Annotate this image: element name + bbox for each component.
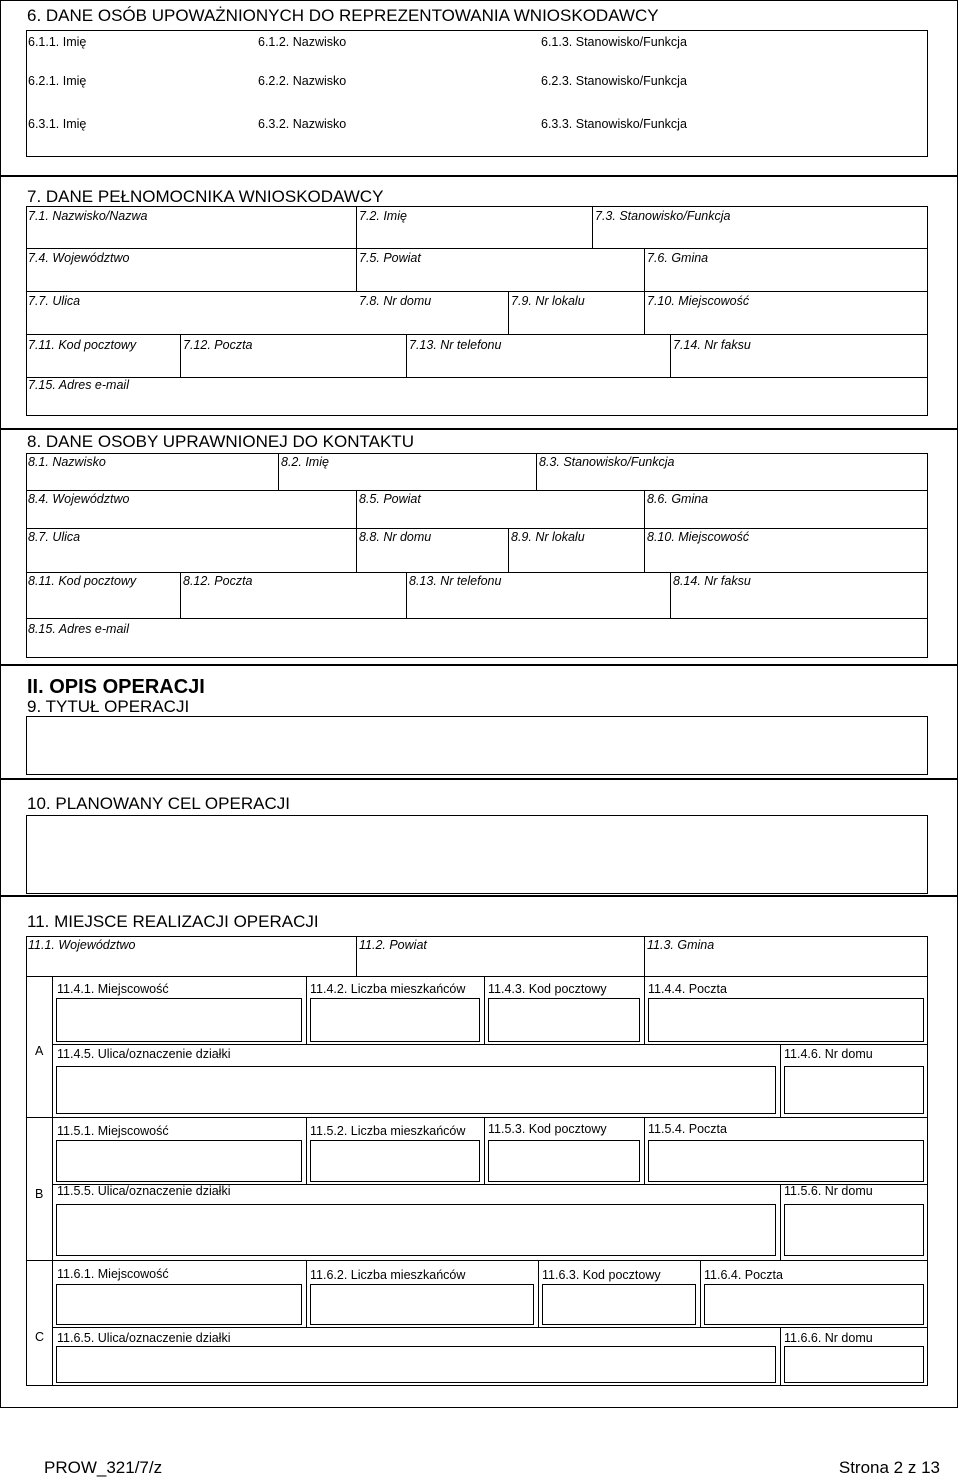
block-b-house-input[interactable] <box>784 1204 924 1256</box>
field-6-1-2-label: 6.1.2. Nazwisko <box>258 35 347 49</box>
field-8-15-label: 8.15. Adres e-mail <box>28 622 129 636</box>
field-6-3-3-label: 6.3.3. Stanowisko/Funkcja <box>541 117 687 131</box>
block-b-town-input[interactable] <box>56 1140 302 1182</box>
field-8-11-label: 8.11. Kod pocztowy <box>28 574 137 588</box>
field-7-10-label: 7.10. Miejscowość <box>647 294 750 308</box>
block-b-post-input[interactable] <box>648 1140 924 1182</box>
field-7-1-label: 7.1. Nazwisko/Nazwa <box>28 209 148 223</box>
field-6-2-1-label: 6.2.1. Imię <box>28 74 87 88</box>
field-7-15-label: 7.15. Adres e-mail <box>28 378 129 392</box>
field-7-13-label: 7.13. Nr telefonu <box>409 338 502 352</box>
field-8-13-label: 8.13. Nr telefonu <box>409 574 502 588</box>
field-6-3-2-label: 6.3.2. Nazwisko <box>258 117 347 131</box>
block-a-postcode-input[interactable] <box>488 998 640 1042</box>
field-7-8-label: 7.8. Nr domu <box>359 294 432 308</box>
block-a-town-input[interactable] <box>56 998 302 1042</box>
field-11-5-4-label: 11.5.4. Poczta <box>648 1122 727 1136</box>
field-11-5-6-label: 11.5.6. Nr domu <box>784 1184 873 1198</box>
block-b-letter: B <box>35 1187 44 1201</box>
field-11-6-6-label: 11.6.6. Nr domu <box>784 1331 873 1345</box>
field-11-4-3-label: 11.4.3. Kod pocztowy <box>488 982 607 996</box>
field-8-10-label: 8.10. Miejscowość <box>647 530 750 544</box>
field-11-3-label: 11.3. Gmina <box>647 938 715 952</box>
field-11-4-6-label: 11.4.6. Nr domu <box>784 1047 873 1061</box>
field-6-1-1-label: 6.1.1. Imię <box>28 35 87 49</box>
section-6-table <box>26 30 928 157</box>
operation-title-field[interactable] <box>26 716 928 775</box>
field-6-2-2-label: 6.2.2. Nazwisko <box>258 74 347 88</box>
field-8-3-label: 8.3. Stanowisko/Funkcja <box>539 455 675 469</box>
block-c-street-input[interactable] <box>56 1346 776 1383</box>
field-7-4-label: 7.4. Województwo <box>28 251 130 265</box>
block-c-post-input[interactable] <box>704 1284 924 1325</box>
block-a-street-input[interactable] <box>56 1066 776 1114</box>
field-7-12-label: 7.12. Poczta <box>183 338 253 352</box>
field-8-5-label: 8.5. Powiat <box>359 492 421 506</box>
block-b-street-input[interactable] <box>56 1204 776 1256</box>
field-11-6-5-label: 11.6.5. Ulica/oznaczenie działki <box>57 1331 231 1345</box>
field-6-1-3-label: 6.1.3. Stanowisko/Funkcja <box>541 35 687 49</box>
field-6-3-1-label: 6.3.1. Imię <box>28 117 87 131</box>
part-2-title: II. OPIS OPERACJI <box>27 676 205 698</box>
section-8-table <box>26 453 928 658</box>
block-b-postcode-input[interactable] <box>488 1140 640 1182</box>
block-c-town-input[interactable] <box>56 1284 302 1325</box>
field-7-11-label: 7.11. Kod pocztowy <box>28 338 137 352</box>
form-code: PROW_321/7/z <box>44 1458 163 1477</box>
field-8-8-label: 8.8. Nr domu <box>359 530 432 544</box>
field-8-7-label: 8.7. Ulica <box>28 530 81 544</box>
field-8-14-label: 8.14. Nr faksu <box>673 574 751 588</box>
block-a-population-input[interactable] <box>310 998 480 1042</box>
field-11-5-3-label: 11.5.3. Kod pocztowy <box>488 1122 607 1136</box>
block-c-letter: C <box>35 1330 45 1344</box>
field-7-7-label: 7.7. Ulica <box>28 294 81 308</box>
section-9-title: 9. TYTUŁ OPERACJI <box>27 697 190 716</box>
field-8-12-label: 8.12. Poczta <box>183 574 253 588</box>
field-7-6-label: 7.6. Gmina <box>647 251 709 265</box>
field-6-2-3-label: 6.2.3. Stanowisko/Funkcja <box>541 74 687 88</box>
field-8-2-label: 8.2. Imię <box>281 455 329 469</box>
field-8-9-label: 8.9. Nr lokalu <box>511 530 585 544</box>
field-11-6-3-label: 11.6.3. Kod pocztowy <box>542 1268 661 1282</box>
operation-goal-field[interactable] <box>26 815 928 894</box>
field-7-2-label: 7.2. Imię <box>359 209 407 223</box>
field-8-6-label: 8.6. Gmina <box>647 492 709 506</box>
section-10-title: 10. PLANOWANY CEL OPERACJI <box>27 794 290 813</box>
field-11-1-label: 11.1. Województwo <box>28 938 136 952</box>
field-7-9-label: 7.9. Nr lokalu <box>511 294 585 308</box>
section-8-title: 8. DANE OSOBY UPRAWNIONEJ DO KONTAKTU <box>27 432 414 451</box>
section-11-title: 11. MIEJSCE REALIZACJI OPERACJI <box>27 912 319 931</box>
block-a-post-input[interactable] <box>648 998 924 1042</box>
field-7-3-label: 7.3. Stanowisko/Funkcja <box>595 209 731 223</box>
field-8-4-label: 8.4. Województwo <box>28 492 130 506</box>
field-8-1-label: 8.1. Nazwisko <box>28 455 106 469</box>
field-11-4-5-label: 11.4.5. Ulica/oznaczenie działki <box>57 1047 231 1061</box>
field-7-5-label: 7.5. Powiat <box>359 251 421 265</box>
field-7-1-input[interactable] <box>28 228 354 246</box>
page-number: Strona 2 z 13 <box>838 1458 940 1477</box>
block-c-house-input[interactable] <box>784 1346 924 1383</box>
block-a-house-input[interactable] <box>784 1066 924 1114</box>
field-11-4-4-label: 11.4.4. Poczta <box>648 982 727 996</box>
section-7-title: 7. DANE PEŁNOMOCNIKA WNIOSKODAWCY <box>27 187 384 206</box>
field-11-5-5-label: 11.5.5. Ulica/oznaczenie działki <box>57 1184 231 1198</box>
field-11-5-2-label: 11.5.2. Liczba mieszkańców <box>310 1124 466 1138</box>
field-11-2-label: 11.2. Powiat <box>359 938 427 952</box>
block-b-population-input[interactable] <box>310 1140 480 1182</box>
block-c-population-input[interactable] <box>310 1284 534 1325</box>
block-a-letter: A <box>35 1044 44 1058</box>
field-7-14-label: 7.14. Nr faksu <box>673 338 751 352</box>
block-c-postcode-input[interactable] <box>542 1284 696 1325</box>
field-11-4-1-label: 11.4.1. Miejscowość <box>57 982 169 996</box>
field-11-6-1-label: 11.6.1. Miejscowość <box>57 1267 169 1281</box>
field-11-6-2-label: 11.6.2. Liczba mieszkańców <box>310 1268 466 1282</box>
field-11-6-4-label: 11.6.4. Poczta <box>704 1268 783 1282</box>
section-6-title: 6. DANE OSÓB UPOWAŻNIONYCH DO REPREZENTOWANIA WNIOSKODAWCY <box>27 6 659 25</box>
field-11-4-2-label: 11.4.2. Liczba mieszkańców <box>310 982 466 996</box>
field-11-5-1-label: 11.5.1. Miejscowość <box>57 1124 169 1138</box>
